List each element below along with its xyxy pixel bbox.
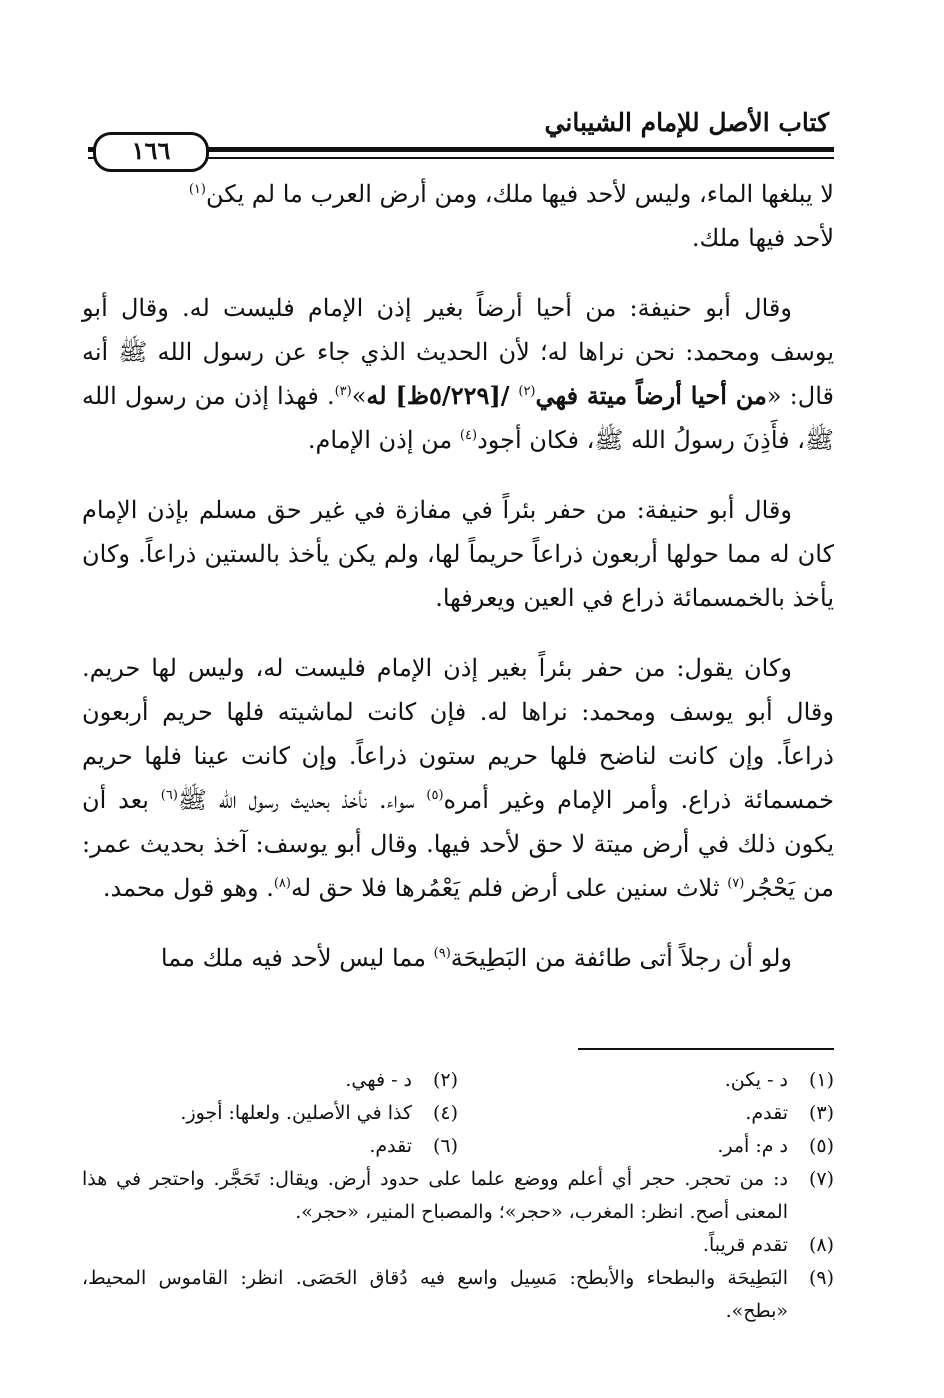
paragraph-5 <box>82 936 834 980</box>
footnote-number: (٧) <box>808 1168 834 1190</box>
hadith-quote: من أحيا أرضاً ميتة فهي <box>535 381 767 410</box>
footnote-9 <box>82 1262 834 1328</box>
paragraph-text: ثلاث سنين على أرض فلم يَعْمُرها فلا حق له <box>290 874 728 902</box>
footnote-ref-6[interactable]: (٦) <box>160 788 178 803</box>
paragraph-text: سواء. نأخذ بحديث رسول الله ﷺ <box>177 786 427 814</box>
paragraph-text: ولو أن رجلاً أتى طائفة من البَطِيحَة <box>450 944 792 972</box>
main-text <box>82 172 834 1006</box>
footnote-number: (٩) <box>808 1267 834 1289</box>
footnote-row <box>82 1097 834 1130</box>
footnote-text: د م: أمر. <box>717 1135 788 1157</box>
footnote-number: (٥) <box>808 1135 834 1157</box>
footnote-ref-5[interactable]: (٥) <box>426 788 444 803</box>
paragraph-text: وكان يقول: من حفر بئراً بغير إذن الإمام فليست له، وليس لها حريم. وقال أبو يوسف ومحمد: نراها له. فإن كانت لماشيته فلها حريم أربعون ذراعاً. وإن كانت لناضح فلها حريم ستون ذراعاً. وإن كانت عينا فلها حريم خمسمائة ذراع. وأمر الإمام وغير أمره <box>82 654 834 814</box>
footnote-6 <box>82 1130 458 1163</box>
footnote-number: (٢) <box>432 1069 458 1091</box>
footnote-number: (١) <box>808 1069 834 1091</box>
footnote-number: (٨) <box>808 1234 834 1256</box>
footnote-text: كذا في الأصلين. ولعلها: أجوز. <box>180 1102 412 1124</box>
paragraph-text: لا يبلغها الماء، وليس لأحد فيها ملك، ومن أرض العرب ما لم يكن <box>205 180 834 208</box>
footnote-row <box>82 1130 834 1163</box>
footnote-number: (٤) <box>432 1102 458 1124</box>
footnote-ref-4[interactable]: (٤) <box>459 428 478 443</box>
footnote-text: تقدم قريباً. <box>702 1234 788 1256</box>
footnotes <box>82 1064 834 1328</box>
paragraph-1 <box>82 172 834 260</box>
paragraph-3 <box>82 488 834 620</box>
paragraph-text: لأحد فيها ملك. <box>691 224 834 252</box>
footnote-ref-7[interactable]: (٧) <box>727 876 745 891</box>
paragraph-text: وقال أبو حنيفة: من أحيا أرضاً بغير إذن الإمام فليست له. وقال أبو يوسف ومحمد: نحن نراها له؛ لأن الحديث الذي جاء عن رسول الله ﷺ أنه قال: « <box>82 294 834 410</box>
page-number: ١٦٦ <box>93 132 209 172</box>
paragraph-text: من إذن الإمام. <box>307 426 460 454</box>
running-header-title: كتاب الأصل للإمام الشيباني <box>544 108 829 137</box>
footnote-text: البَطِيحَة والبطحاء والأبطح: مَسِيل واسع فيه دُقاق الحَصَى. انظر: القاموس المحيط، «بطح». <box>82 1267 788 1322</box>
footnote-ref-1[interactable]: (١) <box>188 182 206 197</box>
footnote-ref-9[interactable]: (٩) <box>433 946 451 961</box>
paragraph-text: مما ليس لأحد فيه ملك مما <box>160 944 434 972</box>
quote-close: » <box>351 382 367 410</box>
footnote-ref-8[interactable]: (٨) <box>273 876 291 891</box>
footnote-text: تقدم. <box>369 1135 412 1157</box>
footnote-ref-3[interactable]: (٣) <box>334 384 352 399</box>
footnote-5 <box>458 1130 834 1163</box>
paragraph-4 <box>82 646 834 910</box>
footnote-text: د - فهي. <box>345 1069 412 1091</box>
footnote-8 <box>82 1229 834 1262</box>
paragraph-text: بعد أن يكون ذلك في أرض ميتة لا حق لأحد فيها. وقال أبو يوسف: آخذ بحديث عمر: من يَحْجُر <box>82 786 834 902</box>
footnote-number: (٣) <box>808 1102 834 1124</box>
paragraph-2 <box>82 286 834 462</box>
footnote-text: د - يكن. <box>724 1069 788 1091</box>
footnote-3 <box>458 1097 834 1130</box>
paragraph-text: . وهو قول محمد. <box>102 874 274 902</box>
footnote-7 <box>82 1163 834 1229</box>
footnote-separator <box>578 1048 834 1050</box>
manuscript-ref: /[٥/٢٢٩ظ] له <box>366 381 519 410</box>
footnote-text: تقدم. <box>745 1102 788 1124</box>
footnote-1 <box>458 1064 834 1097</box>
footnote-row <box>82 1064 834 1097</box>
footnote-text: د: من تحجر. حجر أي أعلم ووضع علما على حدود أرض. ويقال: تَحَجَّر. واحتجر في هذا المعنى أصح. انظر: المغرب، «حجر»؛ والمصباح المنير، «حجر». <box>82 1168 788 1223</box>
footnote-2 <box>82 1064 458 1097</box>
footnote-number: (٦) <box>432 1135 458 1157</box>
footnote-ref-2[interactable]: (٢) <box>518 384 536 399</box>
footnote-4 <box>82 1097 458 1130</box>
paragraph-text: . فهذا إذن من رسول الله ﷺ، فأَذِنَ رسولُ الله ﷺ، فكان أجود <box>82 382 834 454</box>
paragraph-text: وقال أبو حنيفة: من حفر بئراً في مفازة في غير حق مسلم بإذن الإمام كان له مما حولها أربعون ذراعاً حريماً لها، ولم يكن يأخذ بالستين ذراعاً. وكان يأخذ بالخمسمائة ذراع في العين ويعرفها. <box>82 496 834 612</box>
